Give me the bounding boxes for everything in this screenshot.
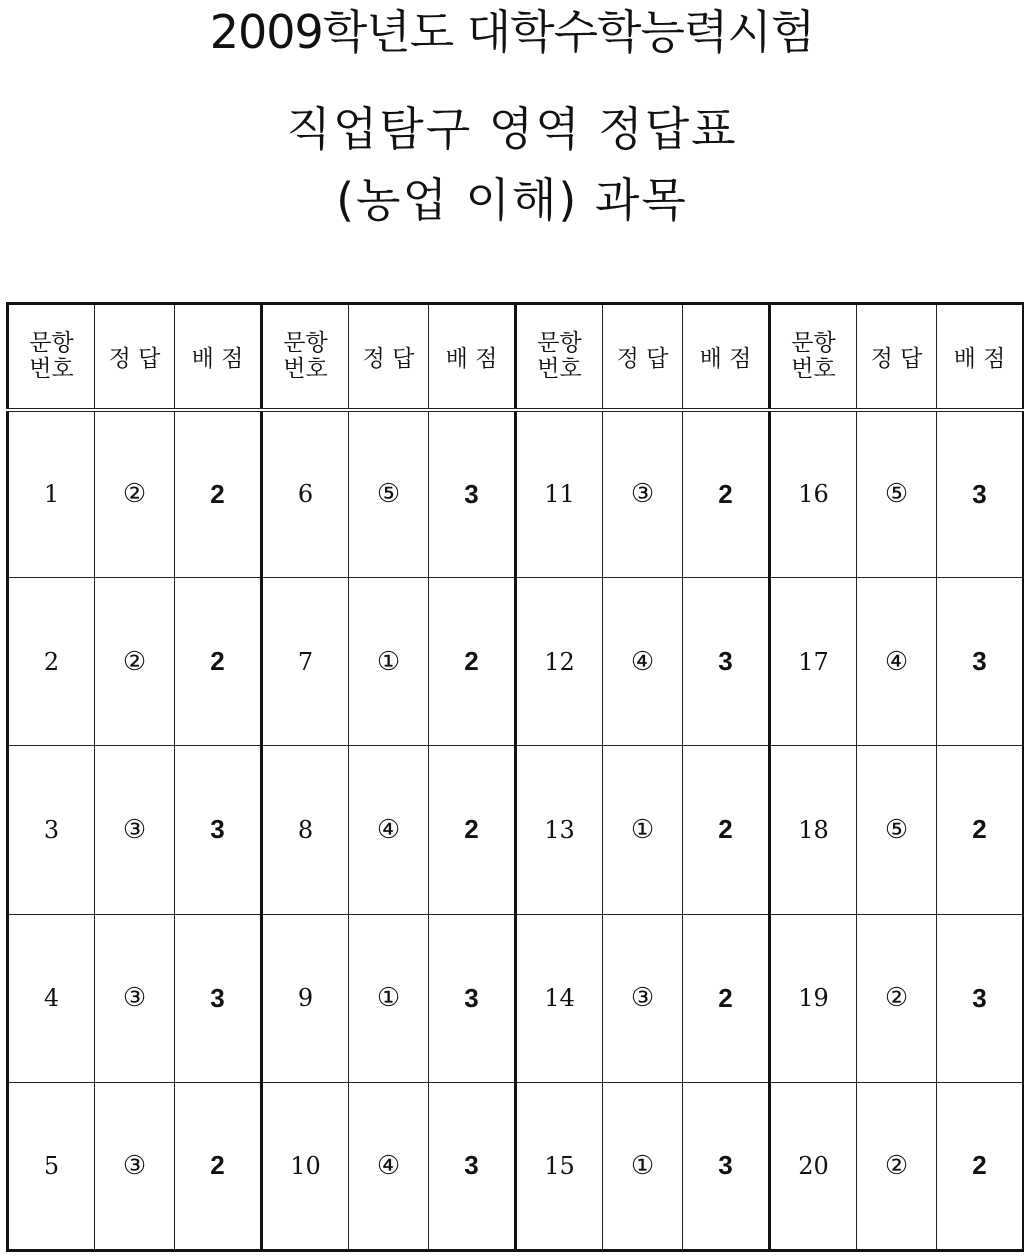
header-number-line1: 문항	[537, 330, 582, 357]
answer-cell: ④	[349, 1082, 429, 1250]
points-cell: 2	[175, 1082, 262, 1250]
points-cell: 3	[937, 914, 1024, 1082]
points-cell: 2	[937, 746, 1024, 914]
answer-cell: ②	[857, 1082, 937, 1250]
question-number: 17	[770, 578, 857, 746]
question-number: 5	[8, 1082, 95, 1250]
question-number: 8	[262, 746, 349, 914]
question-number: 16	[770, 410, 857, 578]
table-row	[8, 914, 1024, 1082]
answer-cell: ③	[95, 746, 175, 914]
question-number: 9	[262, 914, 349, 1082]
points-cell: 3	[429, 914, 516, 1082]
question-number: 4	[8, 914, 95, 1082]
question-number: 6	[262, 410, 349, 578]
header-answer: 정 답	[349, 304, 429, 410]
question-number: 10	[262, 1082, 349, 1250]
points-cell: 2	[683, 746, 770, 914]
header-answer: 정 답	[857, 304, 937, 410]
page-subtitle: 직업탐구 영역 정답표	[286, 102, 738, 156]
points-cell: 2	[683, 410, 770, 578]
answer-cell: ⑤	[349, 410, 429, 578]
header-points: 배 점	[683, 304, 770, 410]
answer-cell: ②	[95, 410, 175, 578]
header-answer: 정 답	[95, 304, 175, 410]
header-number-line2: 번호	[537, 356, 582, 383]
header-points: 배 점	[937, 304, 1024, 410]
header-question-number	[770, 304, 857, 410]
points-cell: 3	[429, 1082, 516, 1250]
answer-cell: ③	[95, 1082, 175, 1250]
points-cell: 3	[175, 746, 262, 914]
answer-cell: ①	[349, 578, 429, 746]
question-number: 2	[8, 578, 95, 746]
header-number-line2: 번호	[791, 356, 836, 383]
question-number: 18	[770, 746, 857, 914]
header-number-line2: 번호	[29, 356, 74, 383]
points-cell: 3	[683, 1082, 770, 1250]
header-question-number	[262, 304, 349, 410]
header-answer: 정 답	[603, 304, 683, 410]
points-cell: 3	[683, 578, 770, 746]
subject-title: (농업 이해) 과목	[336, 173, 688, 227]
answer-cell: ④	[603, 578, 683, 746]
header-row	[8, 304, 1024, 410]
question-number: 7	[262, 578, 349, 746]
answer-key-table	[6, 302, 1024, 1252]
answer-cell: ①	[603, 1082, 683, 1250]
points-cell: 3	[937, 578, 1024, 746]
answer-cell: ②	[857, 914, 937, 1082]
answer-cell: ④	[857, 578, 937, 746]
question-number: 15	[516, 1082, 603, 1250]
question-number: 14	[516, 914, 603, 1082]
question-number: 20	[770, 1082, 857, 1250]
question-number: 12	[516, 578, 603, 746]
answer-cell: ⑤	[857, 746, 937, 914]
table-row	[8, 578, 1024, 746]
answer-cell: ③	[95, 914, 175, 1082]
table-row	[8, 746, 1024, 914]
points-cell: 2	[937, 1082, 1024, 1250]
points-cell: 2	[429, 578, 516, 746]
header-question-number	[516, 304, 603, 410]
header-points: 배 점	[429, 304, 516, 410]
header-number-line1: 문항	[29, 330, 74, 357]
question-number: 3	[8, 746, 95, 914]
points-cell: 3	[175, 914, 262, 1082]
answer-cell: ③	[603, 410, 683, 578]
header-question-number	[8, 304, 95, 410]
points-cell: 2	[175, 410, 262, 578]
question-number: 11	[516, 410, 603, 578]
header-number-line1: 문항	[283, 330, 328, 357]
table-row	[8, 410, 1024, 578]
points-cell: 2	[683, 914, 770, 1082]
page-title: 2009학년도 대학수학능력시험	[209, 5, 815, 59]
answer-cell: ①	[349, 914, 429, 1082]
answer-cell: ③	[603, 914, 683, 1082]
header-number-line2: 번호	[283, 356, 328, 383]
points-cell: 3	[429, 410, 516, 578]
points-cell: 2	[429, 746, 516, 914]
header-number-line1: 문항	[791, 330, 836, 357]
points-cell: 2	[175, 578, 262, 746]
question-number: 13	[516, 746, 603, 914]
question-number: 19	[770, 914, 857, 1082]
table-row	[8, 1082, 1024, 1250]
question-number: 1	[8, 410, 95, 578]
points-cell: 3	[937, 410, 1024, 578]
answer-cell: ⑤	[857, 410, 937, 578]
answer-cell: ①	[603, 746, 683, 914]
answer-cell: ④	[349, 746, 429, 914]
header-points: 배 점	[175, 304, 262, 410]
answer-cell: ②	[95, 578, 175, 746]
